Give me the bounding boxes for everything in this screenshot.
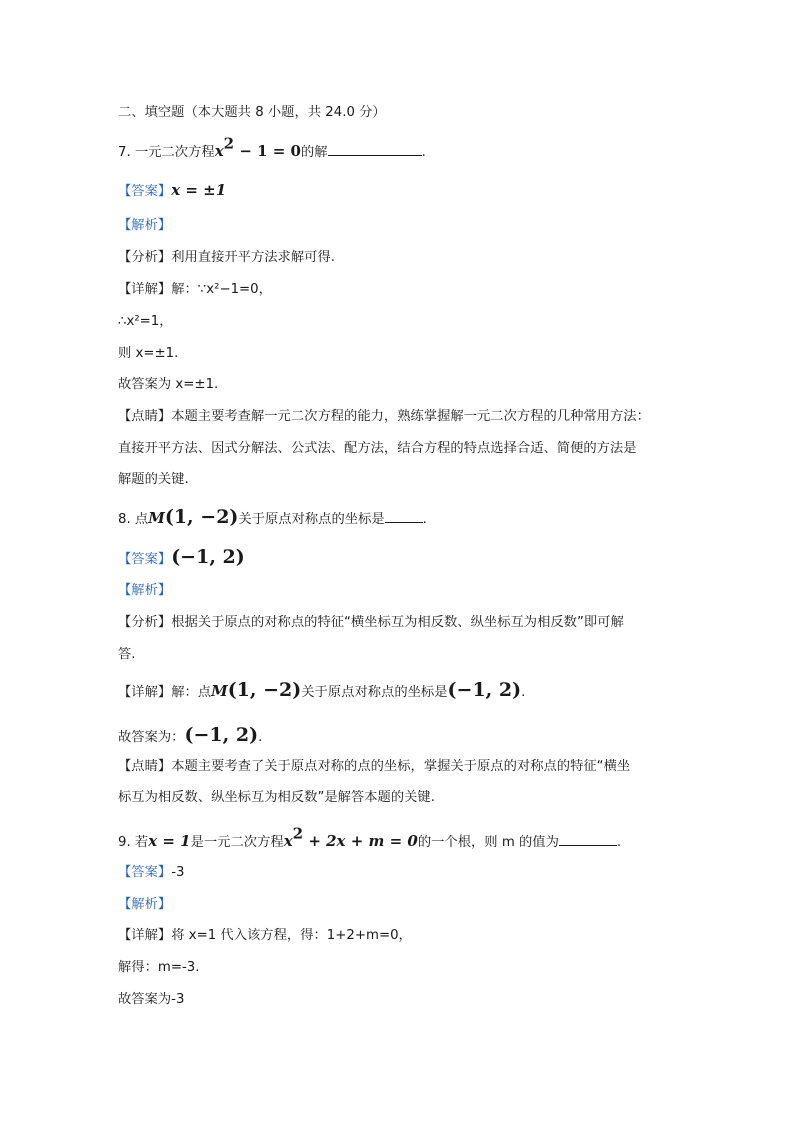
q8-detail-mid: 关于原点对称点的坐标是 (301, 685, 448, 700)
q8-conclusion-math: (−1, 2) (184, 724, 259, 746)
q7-detail-4: 故答案为 x=±1. (118, 377, 219, 392)
q9-end: . (616, 835, 622, 850)
q7-comment-2: 直接开平方法、因式分解法、公式法、配方法，结合方程的特点选择合适、简便的方法是 (118, 441, 637, 456)
q7-comment-1 (118, 408, 650, 426)
answer-tag: 【答案】 (118, 552, 172, 567)
q7-eq-x: x (214, 142, 224, 160)
q9-cond: x = 1 (148, 832, 191, 850)
detail-tag: 【详解】 (118, 685, 172, 700)
q7-detail-2: ∴x²=1， (118, 314, 173, 329)
q9-detail-text-1: 将 x=1 代入该方程，得：1+2+m=0， (171, 928, 412, 943)
detail-tag: 【详解】 (118, 928, 172, 943)
answer-tag: 【答案】 (118, 865, 172, 880)
q8-conclusion-end: . (258, 730, 263, 745)
q9-answer-blank (559, 833, 617, 846)
q7-comment-3: 解题的关键. (118, 472, 189, 487)
q8-answer (118, 548, 245, 569)
q8-conclusion-pre: 故答案为： (118, 730, 185, 745)
q8-comment-2: 标互为相反数、纵坐标互为相反数”是解答本题的关键. (118, 790, 435, 805)
q8-analysis-1 (118, 614, 624, 632)
q9-answer-value: -3 (171, 865, 185, 880)
q7-answer-blank (328, 143, 422, 156)
q8-answer-math: (−1, 2) (171, 546, 245, 568)
q8-analysis-2: 答. (118, 647, 136, 662)
q8-point-coords: (1, −2) (164, 506, 239, 528)
q8-analysis-heading (118, 582, 171, 600)
q7-analysis (118, 249, 335, 267)
q7-eq-exp: 2 (223, 134, 235, 153)
answer-tag: 【答案】 (118, 184, 172, 199)
q7-suffix: 的解 (301, 145, 328, 160)
q7-number: 7. 一元二次方程 (118, 145, 215, 160)
q9-answer (118, 864, 184, 882)
q8-conclusion (118, 726, 262, 747)
question-9 (118, 824, 622, 852)
q7-detail-3: 则 x=±1. (118, 346, 179, 361)
q8-end: . (422, 512, 427, 527)
q7-comment-text-1: 本题主要考查解一元二次方程的能力，熟练掌握解一元二次方程的几种常用方法： (171, 409, 650, 424)
fenxi-tag: 【分析】 (118, 250, 172, 265)
q9-detail-1 (118, 927, 412, 945)
q9-number: 9. 若 (118, 835, 149, 850)
q8-number: 8. 点 (118, 512, 149, 527)
analysis-tag: 【解析】 (118, 218, 172, 233)
q7-answer (118, 181, 226, 201)
q8-detail-point-name: M (211, 682, 228, 700)
q8-analysis-text-1: 根据关于原点的对称点的特征“横坐标互为相反数、纵坐标互为相反数”即可解 (171, 615, 624, 630)
q9-analysis-heading (118, 896, 171, 914)
q9-eq-exp: 2 (292, 824, 304, 843)
comment-tag: 【点睛】 (118, 409, 172, 424)
q8-detail (118, 681, 525, 702)
q8-detail-result: (−1, 2) (447, 679, 522, 701)
q9-detail-2: 解得：m=-3. (118, 960, 200, 975)
comment-tag: 【点睛】 (118, 759, 172, 774)
q7-detail-1 (118, 281, 272, 299)
q9-eq-x: x (283, 832, 293, 850)
q8-detail-point-coords: (1, −2) (227, 679, 302, 701)
q9-eq-rest: + 2x + m = 0 (303, 832, 418, 850)
q9-detail-3: 故答案为-3 (118, 992, 185, 1007)
q8-comment-text-1: 本题主要考查了关于原点对称的点的坐标，掌握关于原点的对称点的特征“横坐 (171, 759, 631, 774)
q9-suffix: 的一个根，则 m 的值为 (417, 835, 559, 850)
q8-comment-1 (118, 758, 630, 776)
q7-eq-rest: − 1 = 0 (234, 142, 301, 160)
q7-answer-math: x = ±1 (171, 181, 227, 199)
q8-answer-blank (385, 510, 423, 523)
q8-detail-pre: 解：点 (171, 685, 212, 700)
q8-point-name: M (148, 509, 165, 527)
analysis-tag: 【解析】 (118, 583, 172, 598)
analysis-tag: 【解析】 (118, 897, 172, 912)
q8-suffix: 关于原点对称点的坐标是 (238, 512, 385, 527)
detail-tag: 【详解】 (118, 282, 172, 297)
fenxi-tag: 【分析】 (118, 615, 172, 630)
q7-detail-text-1: 解：∵x²−1=0， (171, 282, 272, 297)
section-header: 二、填空题（本大题共 8 小题，共 24.0 分） (118, 105, 386, 120)
q9-mid: 是一元二次方程 (190, 835, 284, 850)
q7-analysis-heading (118, 217, 171, 235)
q8-detail-end: . (521, 685, 526, 700)
question-8 (118, 508, 427, 529)
q7-end: . (421, 145, 426, 160)
q7-analysis-text: 利用直接开平方法求解可得. (171, 250, 335, 265)
question-7 (118, 134, 426, 162)
